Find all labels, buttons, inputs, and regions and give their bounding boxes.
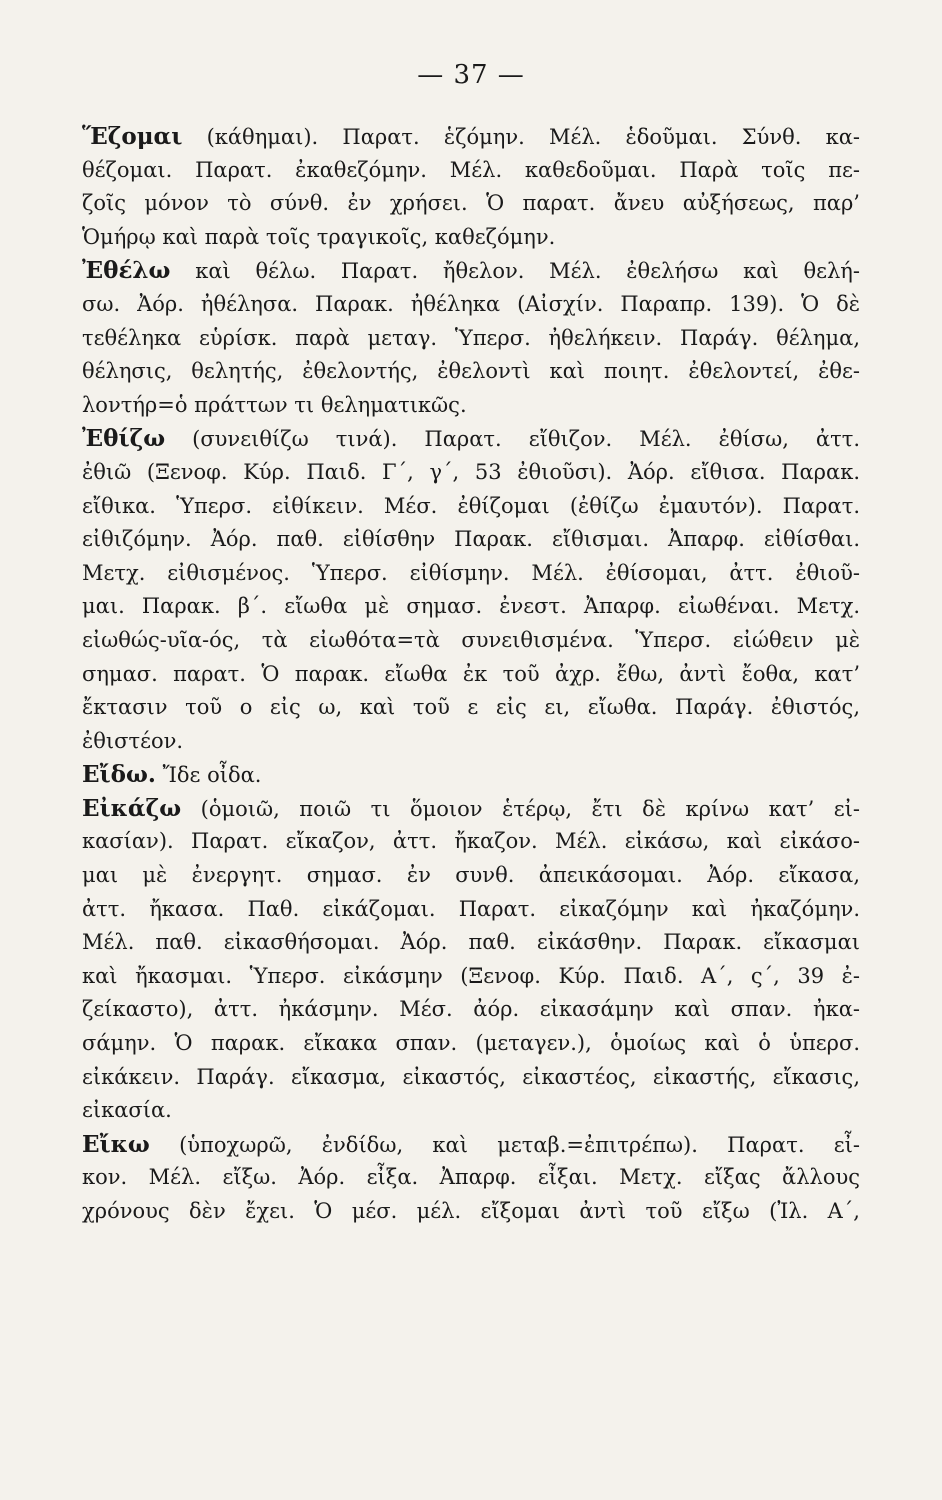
entry-headword: Ἐθίζω — [82, 425, 166, 453]
text-line — [82, 758, 860, 792]
entry-headword: Ἐθέλω — [82, 257, 171, 285]
line-text: (ὁμοιῶ, ποιῶ τι ὅμοιον ἑτέρῳ, ἔτι δὲ κρίνω κατ’ εἰ- — [200, 796, 860, 821]
text-line — [82, 792, 860, 826]
text-line: κασίαν). Παρατ. εἴκαζον, ἀττ. ἤκαζον. Μέλ. εἰκάσω, καὶ εἰκάσο- — [82, 829, 860, 854]
text-line: χρόνους δὲν ἔχει. Ὁ μέσ. μέλ. εἴξομαι ἀντὶ τοῦ εἴξω (Ἰλ. Α΄, — [82, 1199, 860, 1223]
entry-headword: Εἴκω — [82, 1130, 150, 1158]
dictionary-entry — [82, 254, 860, 422]
dictionary-entry — [82, 792, 860, 1128]
text-line: ἔκτασιν τοῦ ο εἰς ω, καὶ τοῦ ε εἰς ει, εἴωθα. Παράγ. ἐθιστός, — [82, 695, 860, 720]
dictionary-entry — [82, 422, 860, 758]
text-line: καὶ ἤκασμαι. Ὑπερσ. εἰκάσμην (Ξενοφ. Κύρ. Παιδ. Α΄, ς΄, 39 ἐ- — [82, 963, 860, 988]
page-content — [82, 120, 860, 1229]
text-line: ζείκαστο), ἀττ. ἠκάσμην. Μέσ. ἀόρ. εἰκασάμην καὶ σπαν. ἠκα- — [82, 997, 860, 1022]
text-line: μαι μὲ ἐνεργητ. σημασ. ἐν συνθ. ἀπεικάσομαι. Ἀόρ. εἴκασα, — [82, 863, 860, 888]
text-line — [82, 1128, 860, 1162]
entry-headword: Εἰκάζω — [82, 794, 182, 822]
text-line: ζοῖς μόνον τὸ σύνθ. ἐν χρήσει. Ὁ παρατ. ἄνευ αὐξήσεως, παρ’ — [82, 191, 860, 216]
dictionary-entry — [82, 120, 860, 254]
text-line: Μέλ. παθ. εἰκασθήσομαι. Ἀόρ. παθ. εἰκάσθην. Παρακ. εἴκασμαι — [82, 930, 860, 955]
entry-headword: Ἕζομαι — [82, 123, 183, 150]
text-line: εἴθικα. Ὑπερσ. εἰθίκειν. Μέσ. ἐθίζομαι (ἐθίζω ἐμαυτόν). Παρατ. — [82, 493, 860, 518]
text-line — [82, 422, 860, 456]
line-text: (συνειθίζω τινά). Παρατ. εἴθιζον. Μέλ. ἐθίσω, ἀττ. — [192, 427, 860, 452]
dictionary-entry — [82, 758, 860, 792]
text-line: κον. Μέλ. εἴξω. Ἀόρ. εἶξα. Ἀπαρφ. εἶξαι. Μετχ. εἴξας ἄλλους — [82, 1165, 860, 1190]
text-line: σημασ. παρατ. Ὁ παρακ. εἴωθα ἐκ τοῦ ἀχρ. ἔθω, ἀντὶ ἔοθα, κατ’ — [82, 661, 860, 686]
dictionary-entry — [82, 1128, 860, 1229]
text-line: ἀττ. ἤκασα. Παθ. εἰκάζομαι. Παρατ. εἰκαζόμην καὶ ἠκαζόμην. — [82, 896, 860, 921]
text-line: Μετχ. εἰθισμένος. Ὑπερσ. εἰθίσμην. Μέλ. ἐθίσομαι, ἀττ. ἐθιοῦ- — [82, 560, 860, 585]
entry-headword: Εἴδω. — [82, 761, 156, 789]
text-line: μαι. Παρακ. β΄. εἴωθα μὲ σημασ. ἐνεστ. Ἀπαρφ. εἰωθέναι. Μετχ. — [82, 594, 860, 619]
text-line: εἰκάκειν. Παράγ. εἴκασμα, εἰκαστός, εἰκαστέος, εἰκαστής, εἴκασις, — [82, 1064, 860, 1089]
line-text: (ὑποχωρῶ, ἐνδίδω, καὶ μεταβ.=ἐπιτρέπω). Παρατ. εἶ- — [179, 1132, 860, 1157]
text-line: Ὁμήρῳ καὶ παρὰ τοῖς τραγικοῖς, καθεζόμην. — [82, 224, 556, 249]
text-line: ἐθιῶ (Ξενοφ. Κύρ. Παιδ. Γ΄, γ΄, 53 ἐθιοῦσι). Ἀόρ. εἴθισα. Παρακ. — [82, 459, 860, 484]
text-line: σάμην. Ὁ παρακ. εἴκακα σπαν. (μεταγεν.), ὁμοίως καὶ ὁ ὑπερσ. — [82, 1031, 860, 1056]
line-text: Ἴδε οἶδα. — [162, 763, 262, 788]
line-text: καὶ θέλω. Παρατ. ἤθελον. Μέλ. ἐθελήσω καὶ θελή- — [195, 259, 860, 284]
page-number: — 37 — — [417, 60, 525, 90]
text-line: εἰωθώς-υῖα-ός, τὰ εἰωθότα=τὰ συνειθισμένα. Ὑπερσ. εἰώθειν μὲ — [82, 627, 860, 652]
text-line: ἐθιστέον. — [82, 728, 184, 753]
text-line: θέζομαι. Παρατ. ἐκαθεζόμην. Μέλ. καθεδοῦμαι. Παρὰ τοῖς πε- — [82, 157, 860, 182]
text-line: θέλησις, θελητής, ἐθελοντής, ἐθελοντὶ καὶ ποιητ. ἐθελοντεί, ἐθε- — [82, 359, 860, 384]
text-line: τεθέληκα εὑρίσκ. παρὰ μεταγ. Ὑπερσ. ἠθελήκειν. Παράγ. θέλημα, — [82, 325, 860, 350]
text-line: σω. Ἀόρ. ἠθέλησα. Παρακ. ἠθέληκα (Αἰσχίν. Παραπρ. 139). Ὁ δὲ — [82, 291, 860, 316]
text-line: εἰκασία. — [82, 1098, 172, 1123]
text-line: εἰθιζόμην. Ἀόρ. παθ. εἰθίσθην Παρακ. εἴθισμαι. Ἀπαρφ. εἰθίσθαι. — [82, 527, 860, 552]
text-line — [82, 120, 860, 154]
line-text: (κάθημαι). Παρατ. ἑζόμην. Μέλ. ἑδοῦμαι. Σύνθ. κα- — [206, 125, 860, 149]
text-line — [82, 254, 860, 288]
text-line: λοντήρ=ὁ πράττων τι θεληματικῶς. — [82, 392, 467, 417]
